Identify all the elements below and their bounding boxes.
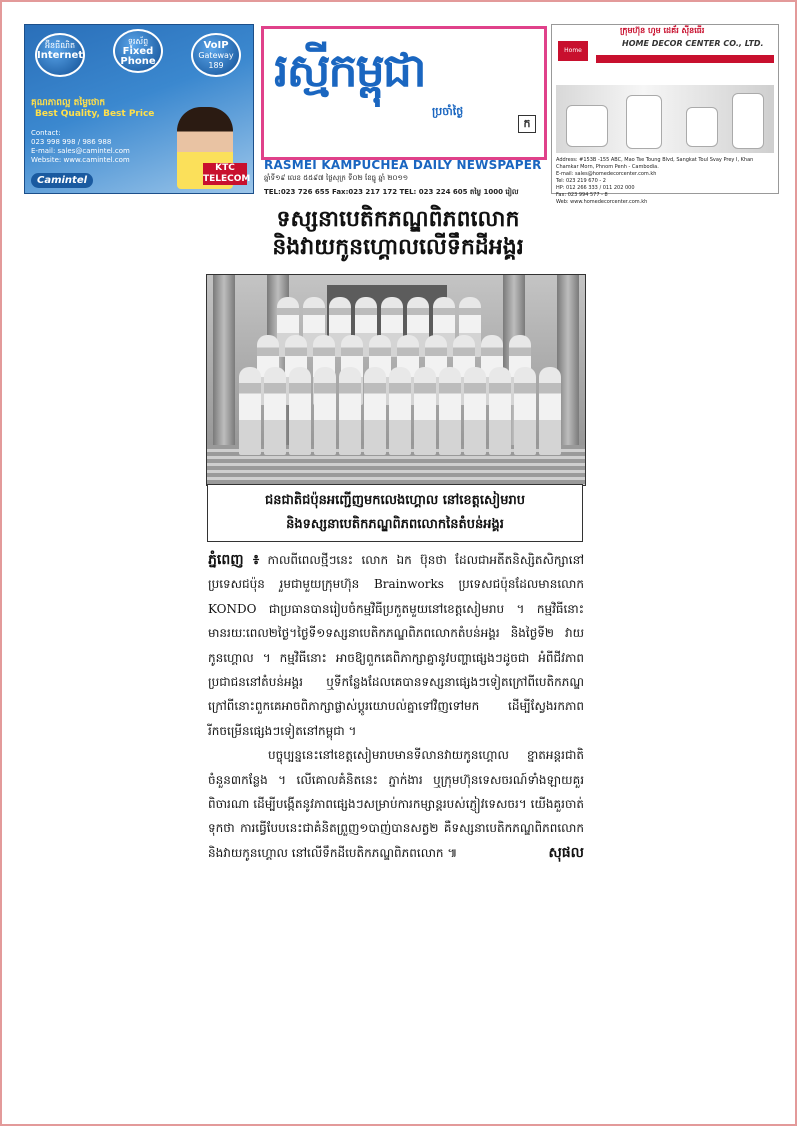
home-decor-khmer-name: ក្រុមហ៊ុន ហូម ដេគ័រ ស៊ីនធើរ bbox=[620, 26, 705, 35]
person-figure bbox=[389, 367, 411, 455]
ad-tagline-english: Best Quality, Best Price bbox=[35, 109, 155, 119]
person-figure bbox=[464, 367, 486, 455]
home-decor-ad bbox=[551, 24, 779, 205]
ktc-telecom-logo: KTC TELECOM bbox=[203, 163, 251, 184]
headline-line-2: និងវាយកូនហ្គោលលើទឹកដីអង្គរ bbox=[272, 234, 524, 260]
issue-info: ឆ្នាំទី១៩ លេខ ៥៥៩៧ ថ្ងៃសុក្រ ទី០២ ខែធ្នូ ឆ្នាំ ២០១១ bbox=[264, 174, 409, 182]
ad-contact-block bbox=[31, 129, 130, 165]
newspaper-title-english: RASMEI KAMPUCHEA DAILY NEWSPAPER bbox=[264, 158, 542, 172]
home-decor-fax: Fax: 023 994 577 - 8 bbox=[556, 192, 608, 198]
newspaper-title-khmer: រស្មីកម្ពុជា bbox=[274, 43, 425, 97]
person-figure bbox=[314, 367, 336, 455]
ad-contact-website: Website: www.camintel.com bbox=[31, 156, 130, 164]
person-figure bbox=[489, 367, 511, 455]
internet-bubble bbox=[35, 33, 85, 77]
home-decor-email: E-mail: sales@homedecorcenter.com.kh bbox=[556, 171, 657, 177]
bubble-khmer-label: អ៊ីនធឺណិត bbox=[44, 41, 76, 50]
photo-caption bbox=[207, 484, 583, 542]
article-body bbox=[208, 548, 584, 865]
bubble-khmer-label: VoIP bbox=[203, 40, 229, 51]
home-decor-logo: Home Decor bbox=[558, 41, 588, 61]
group-photo bbox=[206, 274, 586, 486]
home-decor-address: Address: #153B -155 ABC, Mao Tse Toung Blvd, Sangkat Toul Svay Prey I, Khan Chamkar Morn, Phnom Penh - Cambodia. bbox=[556, 157, 754, 170]
caption-line-2: និងទស្សនាបេតិកភណ្ឌពិភពលោកនៃតំបន់អង្គរ bbox=[286, 517, 504, 532]
sink-image bbox=[686, 107, 718, 147]
sink-image bbox=[732, 93, 764, 149]
dateline: ភ្នំពេញ ៖ bbox=[208, 552, 260, 568]
newspaper-contact-line: TEL:023 726 655 Fax:023 217 172 TEL: 023 224 605 តម្លៃ 1000 រៀល bbox=[264, 188, 519, 196]
newspaper-daily-label: ប្រចាំថ្ងៃ bbox=[432, 105, 464, 118]
person-figure bbox=[514, 367, 536, 455]
newspaper-badge: ក bbox=[518, 115, 536, 133]
newspaper-title-box bbox=[261, 26, 547, 160]
bubble-english-label: Internet bbox=[37, 50, 84, 61]
bubble-english-label: Fixed Phone bbox=[120, 46, 156, 67]
ad-tagline-khmer: គុណភាពល្អ តម្លៃថោក bbox=[31, 98, 106, 108]
person-figure bbox=[239, 367, 261, 455]
article-headline bbox=[210, 205, 586, 261]
headline-line-1: ទស្សនាបេតិកភណ្ឌពិភពលោក bbox=[276, 206, 520, 232]
caption-line-1: ជនជាតិជប៉ុនអញ្ជើញមកលេងហ្គោល នៅខេត្តសៀមរាប bbox=[264, 493, 526, 508]
home-decor-web: Web: www.homedecorcenter.com.kh bbox=[556, 199, 648, 205]
ad-contact-phone: 023 998 998 / 986 988 bbox=[31, 138, 112, 146]
fixed-phone-bubble bbox=[113, 29, 163, 73]
camintel-ad bbox=[24, 24, 254, 194]
paragraph-2-text: បច្ចុប្បន្ននេះនៅខេត្តសៀមរាបមានទីលានវាយកូនហ្គោល ខ្នាតអន្តរជាតិចំនួន៣កន្លែង ។ លើគោលគំនិតនេះ ភ្នាក់ងារ ឬក្រុមហ៊ុនទេសចរណ៍ទាំងឡាយគួរពិចារណា ដើម្បីបង្កើតនូវភាពផ្សេងៗសម្រាប់ការកម្សាន្តរបស់ភ្ញៀវទេសចរ។ យើងគួរចាត់ទុកថា ការធ្វើបែបនេះជាគំនិតព្រួញ១បាញ់បានសត្វ២ គឺទស្សនាបេតិកភណ្ឌពិភពលោក និងវាយកូនហ្គោល នៅលើទឹកដីបេតិកភណ្ឌពិភពលោក ៕ bbox=[208, 748, 584, 860]
article-paragraph-1 bbox=[208, 548, 584, 743]
home-decor-contact bbox=[556, 157, 776, 206]
bathroom-showroom-photo bbox=[556, 85, 774, 153]
article-paragraph-2 bbox=[208, 743, 584, 865]
bubble-english-label: Gateway 189 bbox=[198, 51, 234, 70]
masthead bbox=[14, 14, 782, 205]
ad-contact-heading: Contact: bbox=[31, 129, 61, 137]
person-figure bbox=[539, 367, 561, 455]
ad-contact-email: E-mail: sales@camintel.com bbox=[31, 147, 130, 155]
toilet-image bbox=[626, 95, 662, 149]
bubble-khmer-label: ទូរស័ព្ទ bbox=[127, 37, 149, 46]
paragraph-1-text: កាលពីពេលថ្មីៗនេះ លោក ឯក ប៊ុនថា ដែលជាអតីតនិស្សិតសិក្សានៅប្រទេសជប៉ុន រួមជាមួយក្រុមហ៊ុន Brainworks ប្រទេសជប៉ុនដែលមានលោក KONDO ជាប្រធានបានរៀបចំកម្មវិធីប្រកួតមួយនៅខេត្តសៀមរាប ។ កម្មវិធីនោះមានរយៈពេល២ថ្ងៃ។ថ្ងៃទី១ទស្សនាបេតិកភណ្ឌពិភពលោកតំបន់អង្គរ និងថ្ងៃទី២ វាយកូនហ្គោល ។ កម្មវិធីនោះ អាចឱ្យពួកគេពិភាក្សាគ្នានូវបញ្ហាផ្សេងៗដូចជា អំពីជីវភាពប្រជាជននៅតំបន់អង្គរ ឬទីកន្លែងដែលគេបានទស្សនាផ្សេងៗទៀតក្រៅពីបេតិកភណ្ឌ ក្រៅពីនោះពួកគេអាចពិភាក្សាផ្លាស់ប្ដូរយោបល់គ្នាទៅវិញទៅមក ដើម្បីស្វែងរកភាពរីកចម្រើនផ្សេងៗទៀតនៅកម្ពុជា ។ bbox=[208, 553, 584, 738]
person-figure bbox=[289, 367, 311, 455]
article-author: សុផល bbox=[548, 844, 584, 861]
person-figure bbox=[364, 367, 386, 455]
home-decor-red-bar bbox=[596, 55, 774, 63]
camintel-logo: Camintel bbox=[31, 173, 93, 188]
person-figure bbox=[339, 367, 361, 455]
person-figure bbox=[264, 367, 286, 455]
person-figure bbox=[439, 367, 461, 455]
voip-bubble bbox=[191, 33, 241, 77]
home-decor-tel: Tel: 023 219 670 - 2 bbox=[556, 178, 606, 184]
home-decor-hp: HP: 012 266 333 / 011 202 000 bbox=[556, 185, 635, 191]
toilet-image bbox=[566, 105, 608, 147]
home-decor-name: HOME DECOR CENTER CO., LTD. bbox=[622, 39, 764, 48]
person-figure bbox=[414, 367, 436, 455]
